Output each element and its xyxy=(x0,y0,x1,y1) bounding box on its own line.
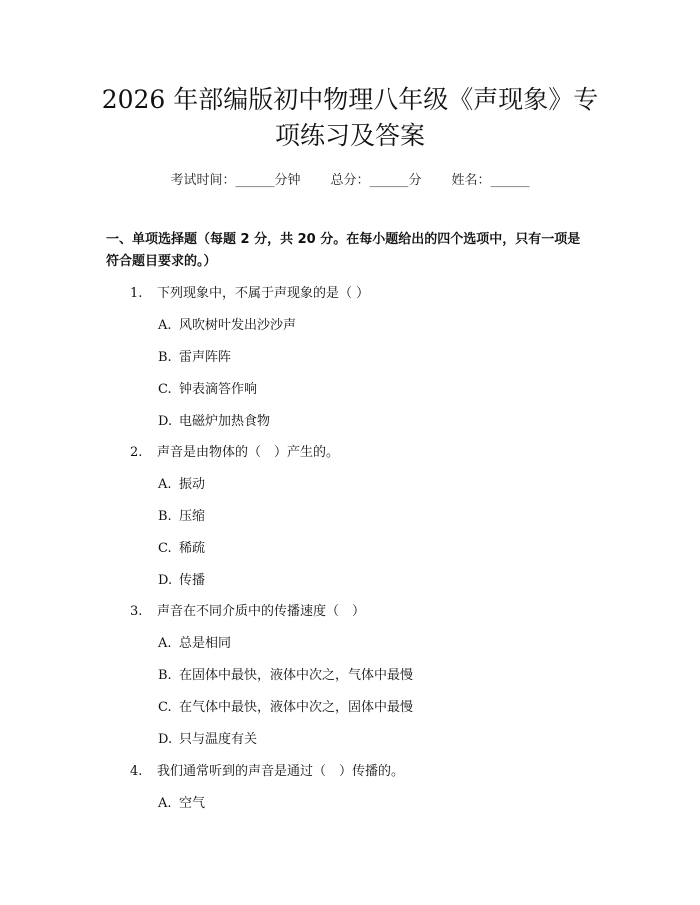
option-key: A. xyxy=(158,477,172,492)
question-4-option-a xyxy=(158,792,205,811)
question-text: 声音是由物体的（ ）产生的。 xyxy=(157,445,340,460)
question-text: 声音在不同介质中的传播速度（ ） xyxy=(157,604,366,619)
section-heading-line-1: 一、单项选择题（每题 2 分，共 20 分。在每小题给出的四个选项中，只有一项是 xyxy=(106,232,581,247)
option-key: A. xyxy=(158,318,172,333)
question-4 xyxy=(130,760,404,779)
question-number: 2. xyxy=(130,445,143,460)
option-key: A. xyxy=(158,796,172,811)
question-2-option-b xyxy=(158,505,205,524)
option-key: A. xyxy=(158,636,172,651)
section-heading xyxy=(106,229,606,273)
total-score-field: 总分：______分 xyxy=(330,173,422,188)
option-text: 压缩 xyxy=(179,509,206,524)
page-title-line-1: 2026 年部编版初中物理八年级《声现象》专 xyxy=(101,85,599,114)
option-key: D. xyxy=(158,732,173,747)
question-number: 4. xyxy=(130,764,143,779)
exam-time-field: 考试时间：______分钟 xyxy=(170,173,301,188)
option-key: B. xyxy=(158,350,172,365)
option-text: 钟表滴答作响 xyxy=(179,382,258,397)
option-key: B. xyxy=(158,509,172,524)
question-3-option-b xyxy=(158,664,413,683)
question-3-option-a xyxy=(158,632,231,651)
question-number: 3. xyxy=(130,604,143,619)
question-2-option-a xyxy=(158,473,205,492)
question-1-option-a xyxy=(158,314,296,333)
option-text: 振动 xyxy=(179,477,206,492)
question-text: 下列现象中，不属于声现象的是（ ） xyxy=(157,286,370,301)
section-heading-line-2: 符合题目要求的。） xyxy=(106,254,217,269)
option-key: D. xyxy=(158,573,173,588)
question-2-option-d xyxy=(158,569,205,588)
option-text: 在固体中最快，液体中次之，气体中最慢 xyxy=(179,668,414,683)
option-text: 传播 xyxy=(179,573,206,588)
question-3 xyxy=(130,600,365,619)
option-text: 空气 xyxy=(179,796,206,811)
option-text: 在气体中最快，液体中次之，固体中最慢 xyxy=(179,700,414,715)
option-text: 风吹树叶发出沙沙声 xyxy=(179,318,297,333)
question-2-option-c xyxy=(158,537,205,556)
question-1 xyxy=(130,282,369,301)
question-1-option-c xyxy=(158,378,257,397)
question-2 xyxy=(130,441,339,460)
student-name-field: 姓名：______ xyxy=(451,173,530,188)
page-title-line-2: 项练习及答案 xyxy=(274,121,425,150)
option-key: C. xyxy=(158,382,172,397)
option-key: C. xyxy=(158,700,172,715)
option-text: 只与温度有关 xyxy=(179,732,258,747)
question-3-option-c xyxy=(158,696,413,715)
option-text: 电磁炉加热食物 xyxy=(179,414,271,429)
option-text: 稀疏 xyxy=(179,541,206,556)
question-1-option-d xyxy=(158,410,270,429)
option-key: D. xyxy=(158,414,173,429)
exam-info xyxy=(0,169,700,188)
question-3-option-d xyxy=(158,728,257,747)
option-text: 总是相同 xyxy=(179,636,232,651)
option-key: B. xyxy=(158,668,172,683)
question-1-option-b xyxy=(158,346,231,365)
question-number: 1. xyxy=(130,286,143,301)
question-text: 我们通常听到的声音是通过（ ）传播的。 xyxy=(157,764,405,779)
option-text: 雷声阵阵 xyxy=(179,350,232,365)
option-key: C. xyxy=(158,541,172,556)
